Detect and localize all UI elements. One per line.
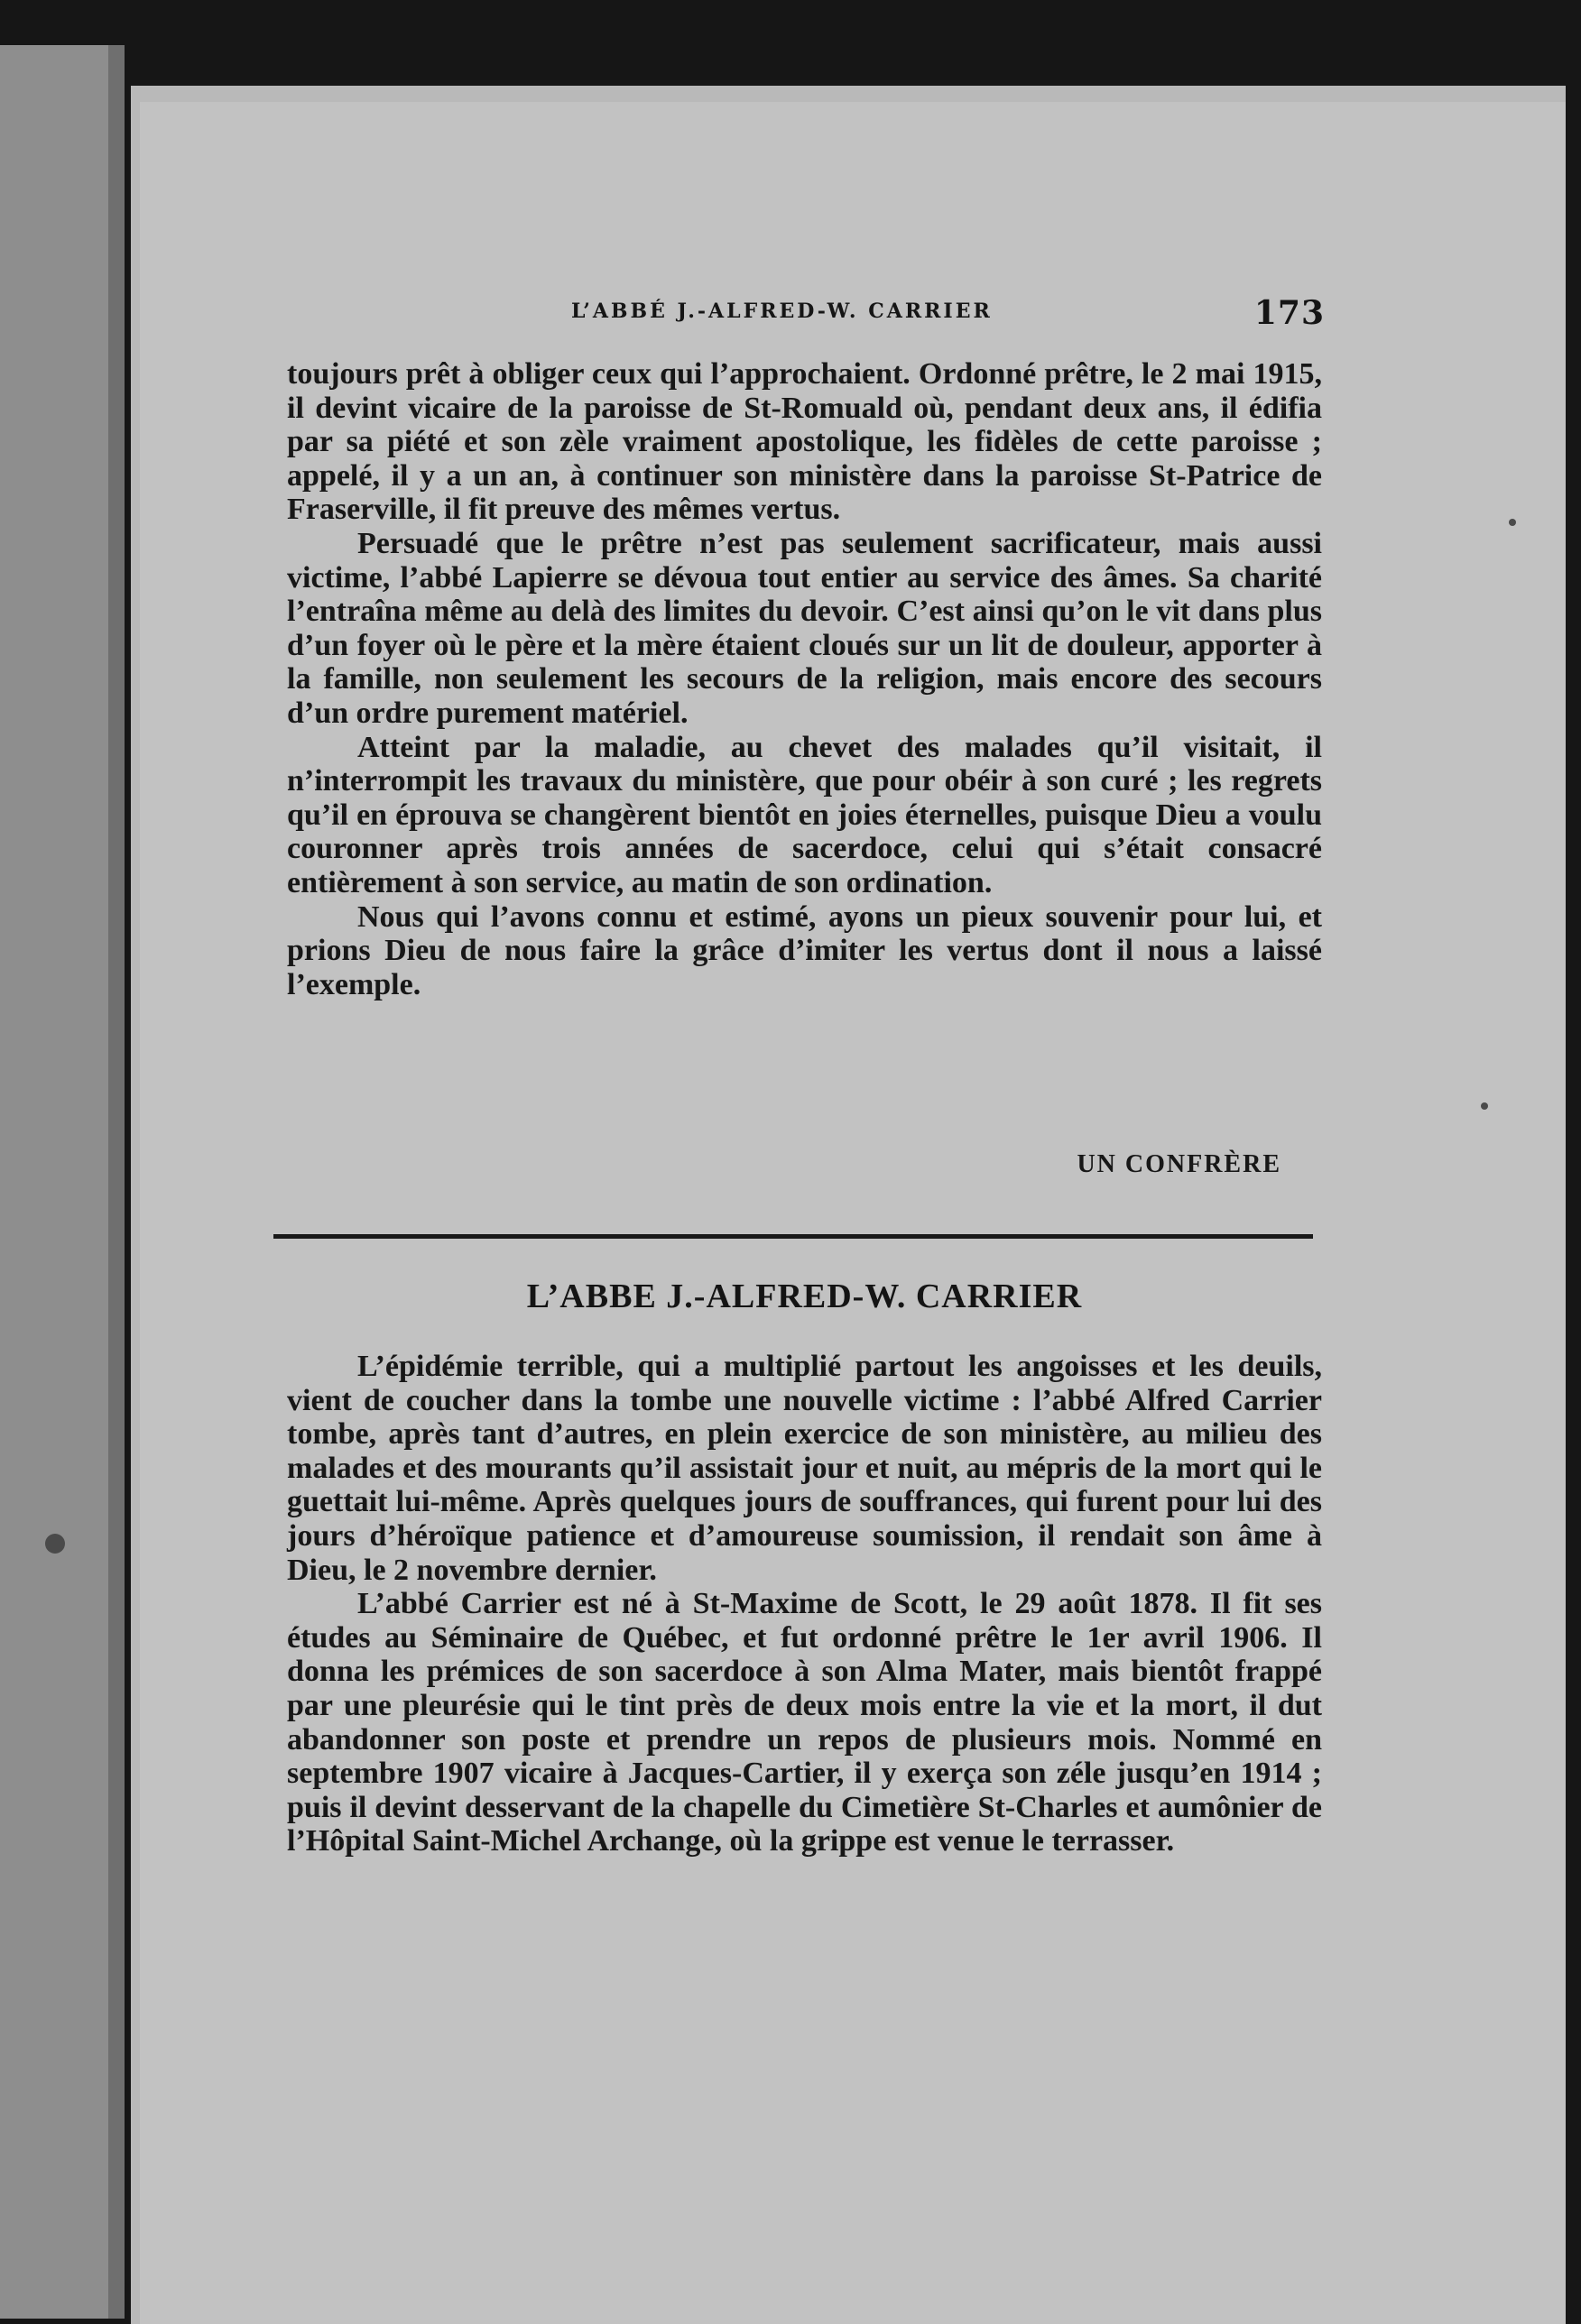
paragraph: L’épidémie terrible, qui a multiplié partout les angoisses et les deuils, vient de coucher dans la tombe une nouvelle victime : l’abbé Alfred Carrier tombe, après tant d’autres, en plein exercice de son ministère, au milieu des malades et des mourants qu’il assistait jour et nuit, au mépris de la mort qui le guettait lui-même. Après quelques jours de souffrances, qui furent pour lui des jours d’héroïque patience et d’amoureuse soumission, il rendait son âme à Dieu, le 2 novembre dernier. xyxy=(287,1350,1322,1587)
paragraph: toujours prêt à obliger ceux qui l’approchaient. Ordonné prêtre, le 2 mai 1915, il devint vicaire de la paroisse de St-Romuald où, pendant deux ans, il édifia par sa piété et son zèle vraiment apostolique, les fidèles de cette paroisse ; appelé, il y a un an, à continuer son ministère dans la paroisse St-Patrice de Fraserville, il fit preuve des mêmes vertus. xyxy=(287,357,1322,527)
obituary-continuation xyxy=(287,357,1322,1001)
paragraph: Atteint par la maladie, au chevet des malades qu’il visitait, il n’interrompit les travaux du ministère, que pour obéir à son curé ; les regrets qu’il en éprouva se changèrent bientôt en joies éternelles, puisque Dieu a voulu couronner après trois années de sacerdoce, celui qui s’était consacré entièrement à son service, au matin de son ordination. xyxy=(287,730,1322,899)
paragraph: Persuadé que le prêtre n’est pas seulement sacrificateur, mais aussi victime, l’abbé Lapierre se dévoua tout entier au service des âmes. Sa charité l’entraîna même au delà des limites du devoir. C’est ainsi qu’on le vit dans plus d’un foyer où le père et la mère étaient cloués sur un lit de douleur, apporter à la famille, non seulement les secours de la religion, mais encore des secours d’un ordre purement matériel. xyxy=(287,526,1322,730)
running-head-title: L’ABBÉ J.-ALFRED-W. CARRIER xyxy=(571,300,993,323)
signature: UN CONFRÈRE xyxy=(1077,1150,1281,1178)
section-body xyxy=(287,1350,1322,1858)
section-heading: L’ABBE J.-ALFRED-W. CARRIER xyxy=(526,1277,1083,1315)
adjacent-page-edge xyxy=(0,45,125,2319)
paragraph: L’abbé Carrier est né à St-Maxime de Scott, le 29 août 1878. Il fit ses études au Séminaire de Québec, et fut ordonné prêtre le 1er avril 1906. Il donna les prémices de son sacerdoce à son Alma Mater, mais bientôt frappé par une pleurésie qui le tint près de deux mois entre la vie et la mort, il dut abandonner son poste et prendre un repos de plusieurs mois. Nommé en septembre 1907 vicaire à Jacques-Cartier, il y exerça son zéle jusqu’en 1914 ; puis il devint desservant de la chapelle du Cimetière St-Charles et aumônier de l’Hôpital Saint-Michel Archange, où la grippe est venue le terrasser. xyxy=(287,1587,1322,1858)
scan-speck xyxy=(1509,519,1516,526)
section-divider xyxy=(273,1234,1313,1239)
page-number: 173 xyxy=(1253,294,1325,332)
paragraph: Nous qui l’avons connu et estimé, ayons un pieux souvenir pour lui, et prions Dieu de nous faire la grâce d’imiter les vertus dont il nous a laissé l’exemple. xyxy=(287,899,1322,1001)
running-head xyxy=(273,294,1325,334)
scan-speck xyxy=(1481,1102,1488,1110)
scan-speck xyxy=(45,1534,65,1554)
